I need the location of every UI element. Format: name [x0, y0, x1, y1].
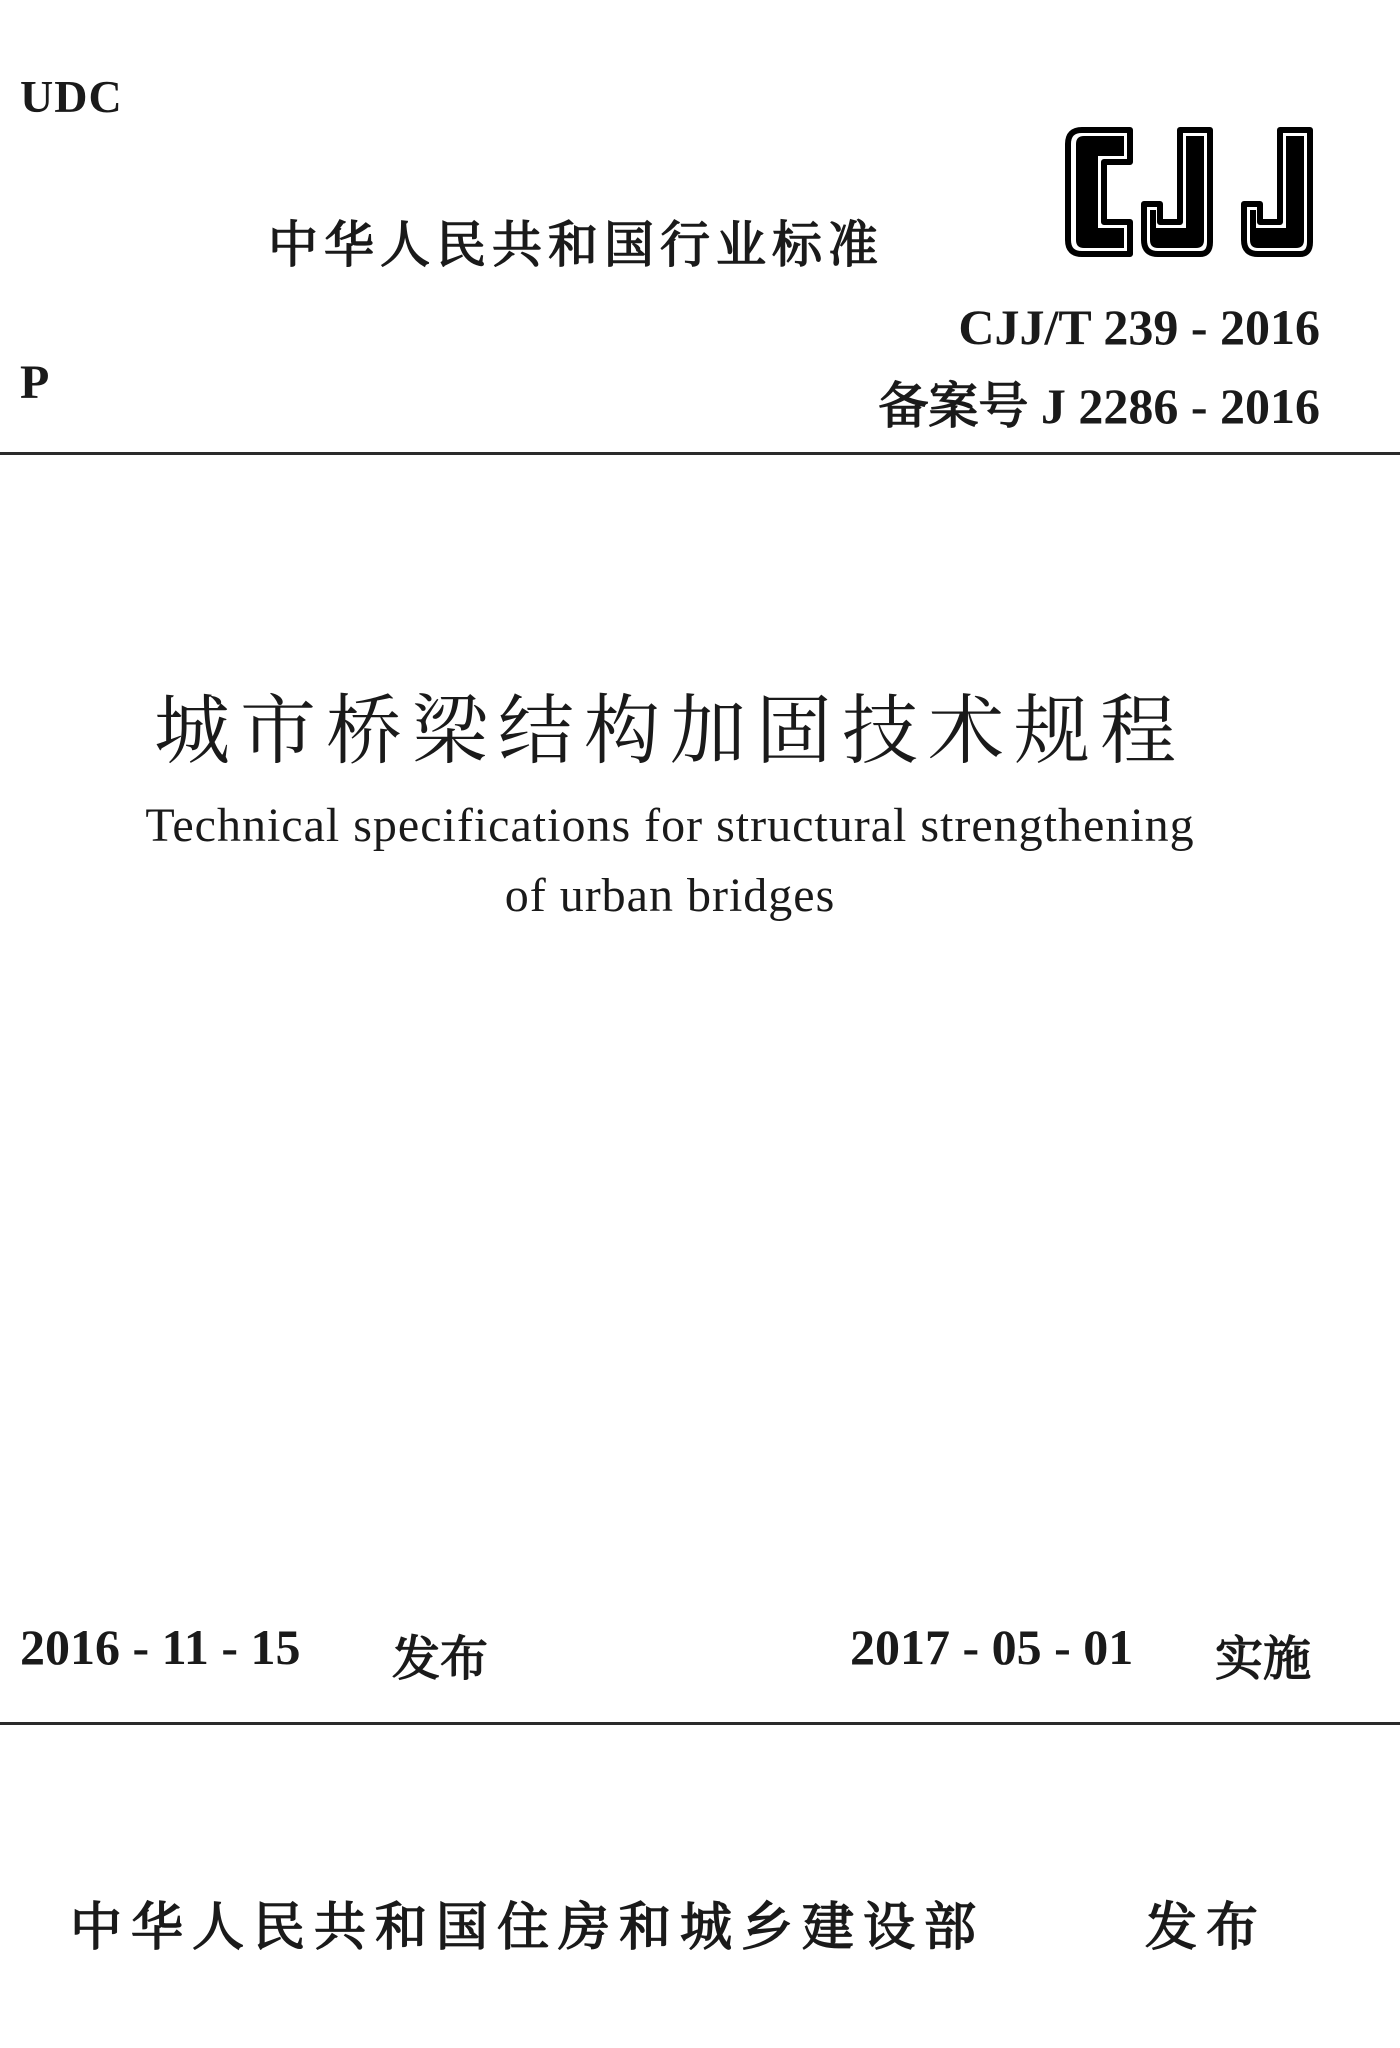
issue-label: 发布 — [392, 1631, 489, 1687]
standard-code: CJJ/T 239 - 2016 — [958, 299, 1320, 355]
issue-date: 2016 - 11 - 15 — [20, 1619, 301, 1675]
title-english-line-1: Technical specifications for structural strengthening — [145, 799, 1195, 852]
title-english-line-2: of urban bridges — [504, 869, 836, 922]
top-divider — [0, 452, 1400, 455]
implementation-date: 2017 - 05 - 01 — [850, 1619, 1134, 1675]
title-chinese: 城市桥梁结构加固技术规程 — [154, 690, 1186, 774]
bottom-divider — [0, 1722, 1400, 1725]
cjj-logo — [1060, 122, 1325, 262]
issuing-ministry: 中华人民共和国住房和城乡建设部 — [70, 1898, 986, 1958]
classification-letter: P — [20, 356, 50, 409]
publish-label: 发布 — [1145, 1898, 1268, 1958]
implementation-label: 实施 — [1215, 1631, 1312, 1687]
udc-label: UDC — [20, 71, 123, 122]
record-number: 备案号 J 2286 - 2016 — [878, 378, 1320, 434]
standard-category-label: 中华人民共和国行业标准 — [268, 216, 884, 274]
